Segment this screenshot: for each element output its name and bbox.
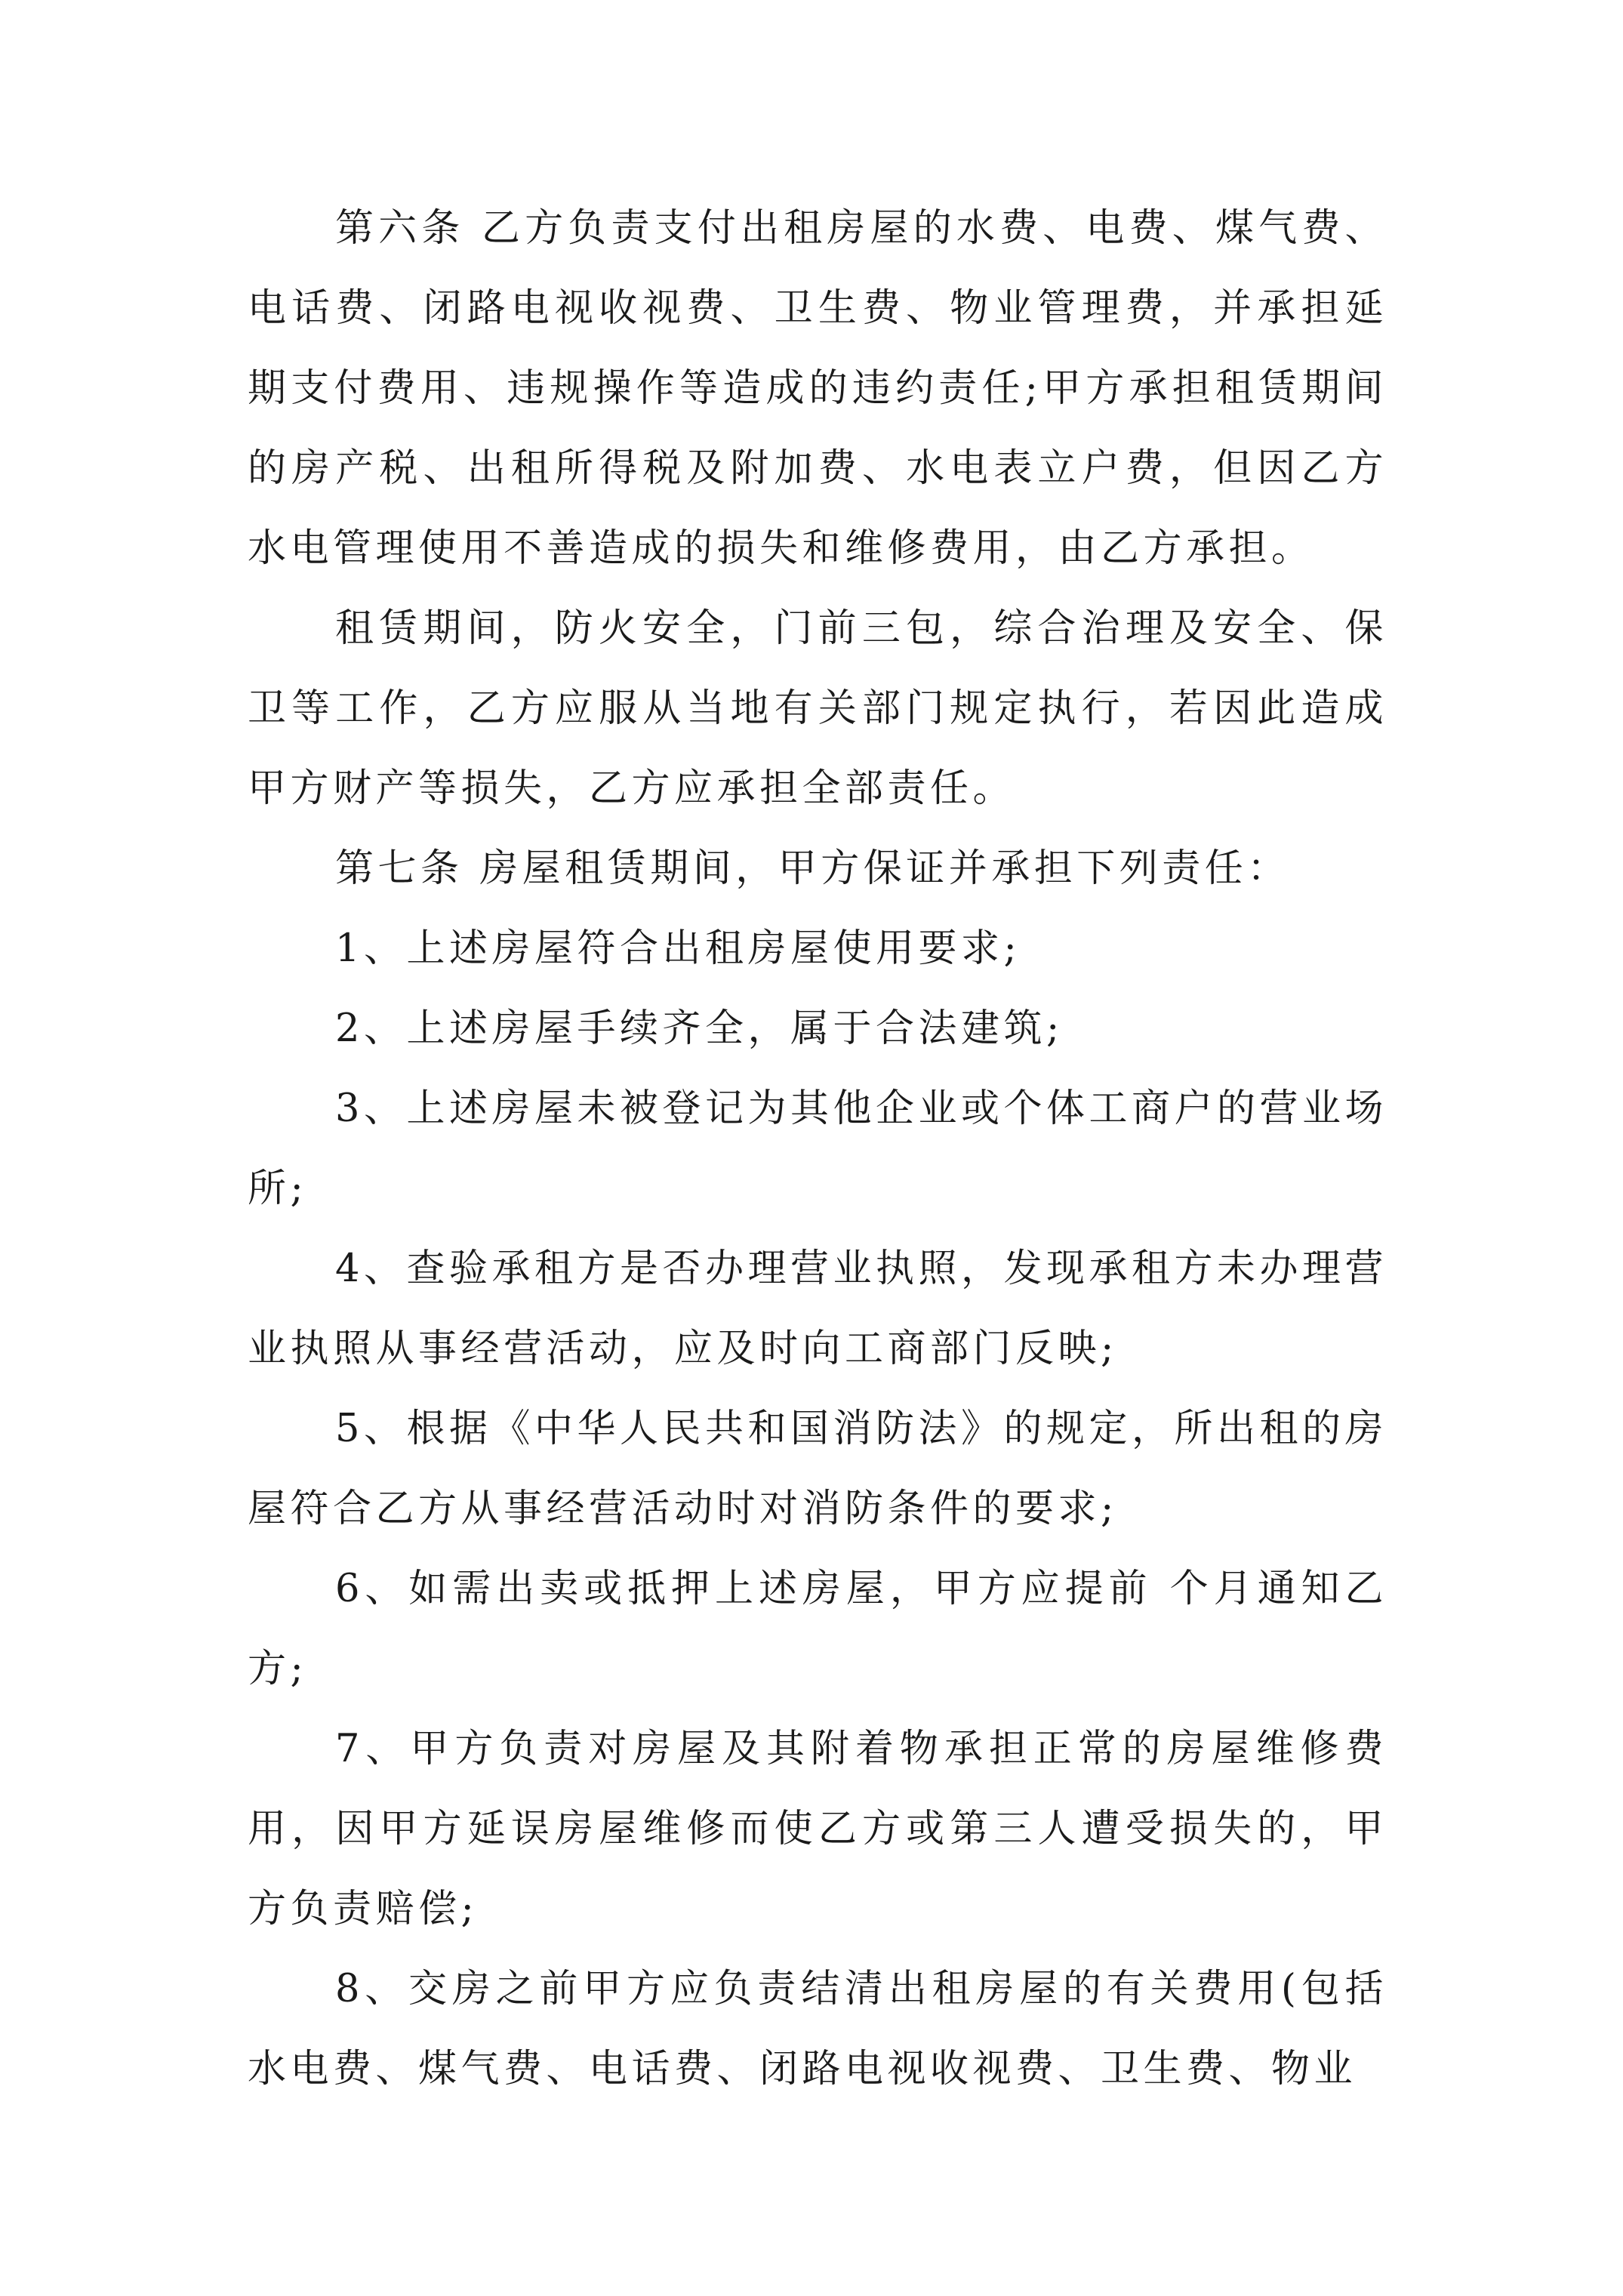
list-item-4: 4、查验承租方是否办理营业执照，发现承租方未办理营业执照从事经营活动，应及时向工商部门反映; [248, 1247, 1387, 1371]
document-body [248, 189, 1387, 2110]
paragraph-article-7: 第七条 房屋租赁期间，甲方保证并承担下列责任： [335, 846, 1290, 891]
list-item-1: 1、上述房屋符合出租房屋使用要求; [335, 926, 1021, 971]
list-item-8: 8、交房之前甲方应负责结清出租房屋的有关费用(包括水电费、煤气费、电话费、闭路电视收视费、卫生费、物业 [248, 1967, 1387, 2091]
paragraph-lease-safety: 租赁期间，防火安全，门前三包，综合治理及安全、保卫等工作，乙方应服从当地有关部门规定执行，若因此造成甲方财产等损失，乙方应承担全部责任。 [248, 606, 1387, 811]
list-item-3: 3、上述房屋未被登记为其他企业或个体工商户的营业场所; [248, 1086, 1387, 1211]
list-item-5: 5、根据《中华人民共和国消防法》的规定，所出租的房屋符合乙方从事经营活动时对消防条件的要求; [248, 1407, 1387, 1531]
list-item-2: 2、上述房屋手续齐全，属于合法建筑; [335, 1006, 1064, 1051]
list-item-7: 7、甲方负责对房屋及其附着物承担正常的房屋维修费用，因甲方延误房屋维修而使乙方或第三人遭受损失的，甲方负责赔偿; [248, 1727, 1387, 1931]
paragraph-article-6: 第六条 乙方负责支付出租房屋的水费、电费、煤气费、电话费、闭路电视收视费、卫生费、物业管理费，并承担延期支付费用、违规操作等造成的违约责任;甲方承担租赁期间的房产税、出租所得税及附加费、水电表立户费，但因乙方水电管理使用不善造成的损失和维修费用，由乙方承担。 [248, 206, 1387, 571]
list-item-6: 6、如需出卖或抵押上述房屋，甲方应提前 个月通知乙方; [248, 1567, 1387, 1691]
